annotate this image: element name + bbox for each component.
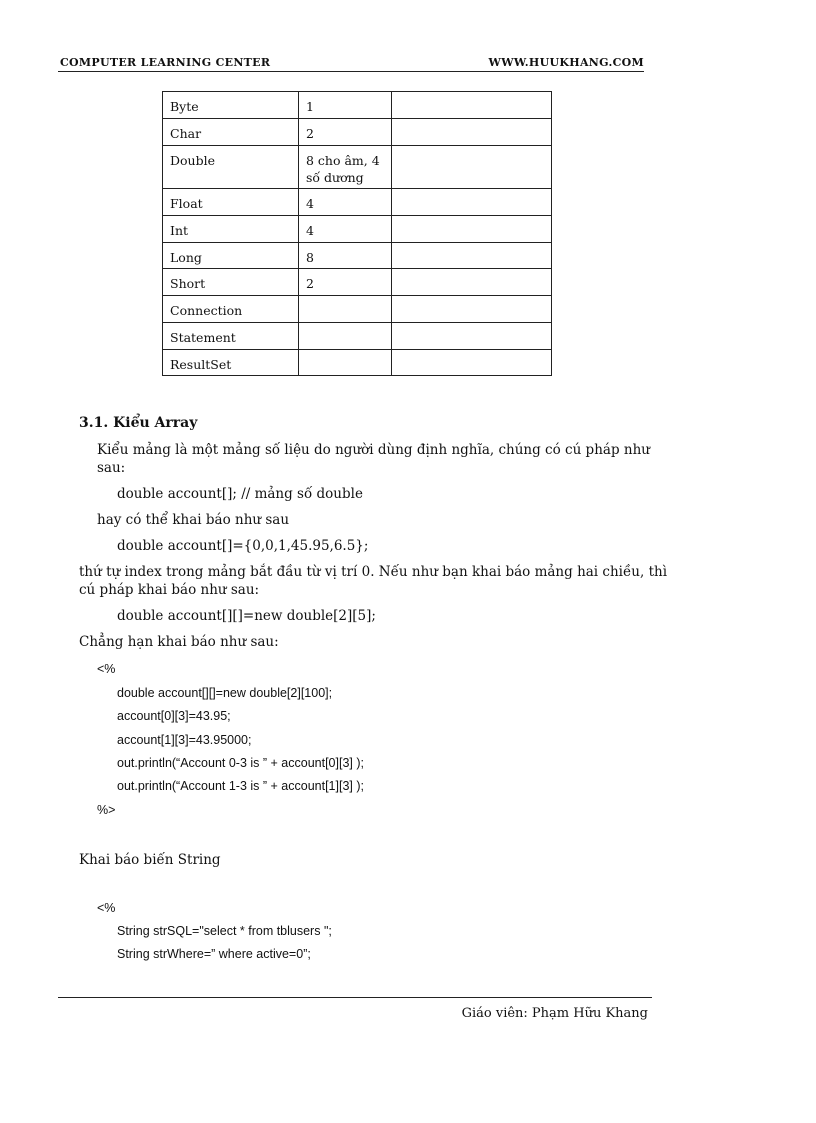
footer-text: Giáo viên: Phạm Hữu Khang bbox=[461, 1006, 648, 1021]
type-cell: Float bbox=[163, 189, 299, 216]
type-cell: Connection bbox=[163, 296, 299, 323]
code-line: double account[][]=new double[2][100]; bbox=[117, 686, 333, 700]
code-line: out.println(“Account 1-3 is ” + account[1][3] ); bbox=[117, 779, 364, 793]
code-inline: double account[]={0,0,1,45.95,6.5}; bbox=[117, 538, 369, 554]
note-cell bbox=[392, 119, 552, 146]
table-row bbox=[163, 189, 552, 216]
paragraph-line: Kiểu mảng là một mảng số liệu do người dùng định nghĩa, chúng có cú pháp như bbox=[97, 442, 650, 458]
header-left: COMPUTER LEARNING CENTER bbox=[60, 56, 271, 69]
table-row bbox=[163, 119, 552, 146]
footer-rule bbox=[58, 997, 652, 998]
paragraph: Chẳng hạn khai báo như sau: bbox=[79, 634, 279, 650]
code-line: out.println(“Account 0-3 is ” + account[0][3] ); bbox=[117, 756, 364, 770]
code-line: String strSQL="select * from tblusers "; bbox=[117, 924, 332, 938]
code-close-tag: %> bbox=[97, 803, 116, 817]
table-row bbox=[163, 216, 552, 243]
size-cell: 8 bbox=[299, 243, 392, 269]
table-row bbox=[163, 350, 552, 376]
note-cell bbox=[392, 189, 552, 216]
header-right: WWW.HUUKHANG.COM bbox=[488, 56, 644, 69]
section-heading: 3.1. Kiểu Array bbox=[79, 415, 198, 431]
size-cell: 2 bbox=[299, 269, 392, 296]
code-inline: double account[][]=new double[2][5]; bbox=[117, 608, 376, 624]
paragraph: Khai báo biến String bbox=[79, 852, 221, 868]
size-cell bbox=[299, 350, 392, 376]
size-cell bbox=[299, 323, 392, 350]
note-cell bbox=[392, 296, 552, 323]
paragraph-line: thứ tự index trong mảng bắt đầu từ vị trí 0. Nếu như bạn khai báo mảng hai chiều, thì bbox=[79, 564, 668, 580]
type-cell: Byte bbox=[163, 92, 299, 119]
type-cell: Short bbox=[163, 269, 299, 296]
type-cell: Double bbox=[163, 146, 299, 189]
code-line: account[1][3]=43.95000; bbox=[117, 733, 252, 747]
header-rule bbox=[58, 71, 644, 72]
size-line-1: 8 cho âm, 4 bbox=[306, 153, 380, 168]
note-cell bbox=[392, 323, 552, 350]
code-line: account[0][3]=43.95; bbox=[117, 709, 231, 723]
table-row bbox=[163, 146, 552, 189]
table-row bbox=[163, 323, 552, 350]
size-cell: 4 bbox=[299, 216, 392, 243]
code-line: String strWhere=” where active=0”; bbox=[117, 947, 311, 961]
size-line-2: số dương bbox=[306, 170, 364, 185]
size-cell: 4 bbox=[299, 189, 392, 216]
table-row bbox=[163, 296, 552, 323]
size-cell: 2 bbox=[299, 119, 392, 146]
note-cell bbox=[392, 269, 552, 296]
paragraph: hay có thể khai báo như sau bbox=[97, 512, 290, 528]
note-cell bbox=[392, 216, 552, 243]
code-open-tag: <% bbox=[97, 901, 116, 915]
size-cell bbox=[299, 296, 392, 323]
note-cell bbox=[392, 350, 552, 376]
type-cell: Int bbox=[163, 216, 299, 243]
type-cell: Statement bbox=[163, 323, 299, 350]
type-cell: Char bbox=[163, 119, 299, 146]
paragraph-line: sau: bbox=[97, 460, 126, 476]
type-cell: ResultSet bbox=[163, 350, 299, 376]
type-cell: Long bbox=[163, 243, 299, 269]
table-row bbox=[163, 243, 552, 269]
note-cell bbox=[392, 243, 552, 269]
size-cell bbox=[299, 146, 392, 189]
data-type-table bbox=[162, 91, 552, 376]
table-row bbox=[163, 269, 552, 296]
paragraph-line: cú pháp khai báo như sau: bbox=[79, 582, 260, 598]
note-cell bbox=[392, 146, 552, 189]
table-row bbox=[163, 92, 552, 119]
code-inline: double account[]; // mảng số double bbox=[117, 486, 363, 502]
code-open-tag: <% bbox=[97, 662, 116, 676]
note-cell bbox=[392, 92, 552, 119]
size-cell: 1 bbox=[299, 92, 392, 119]
